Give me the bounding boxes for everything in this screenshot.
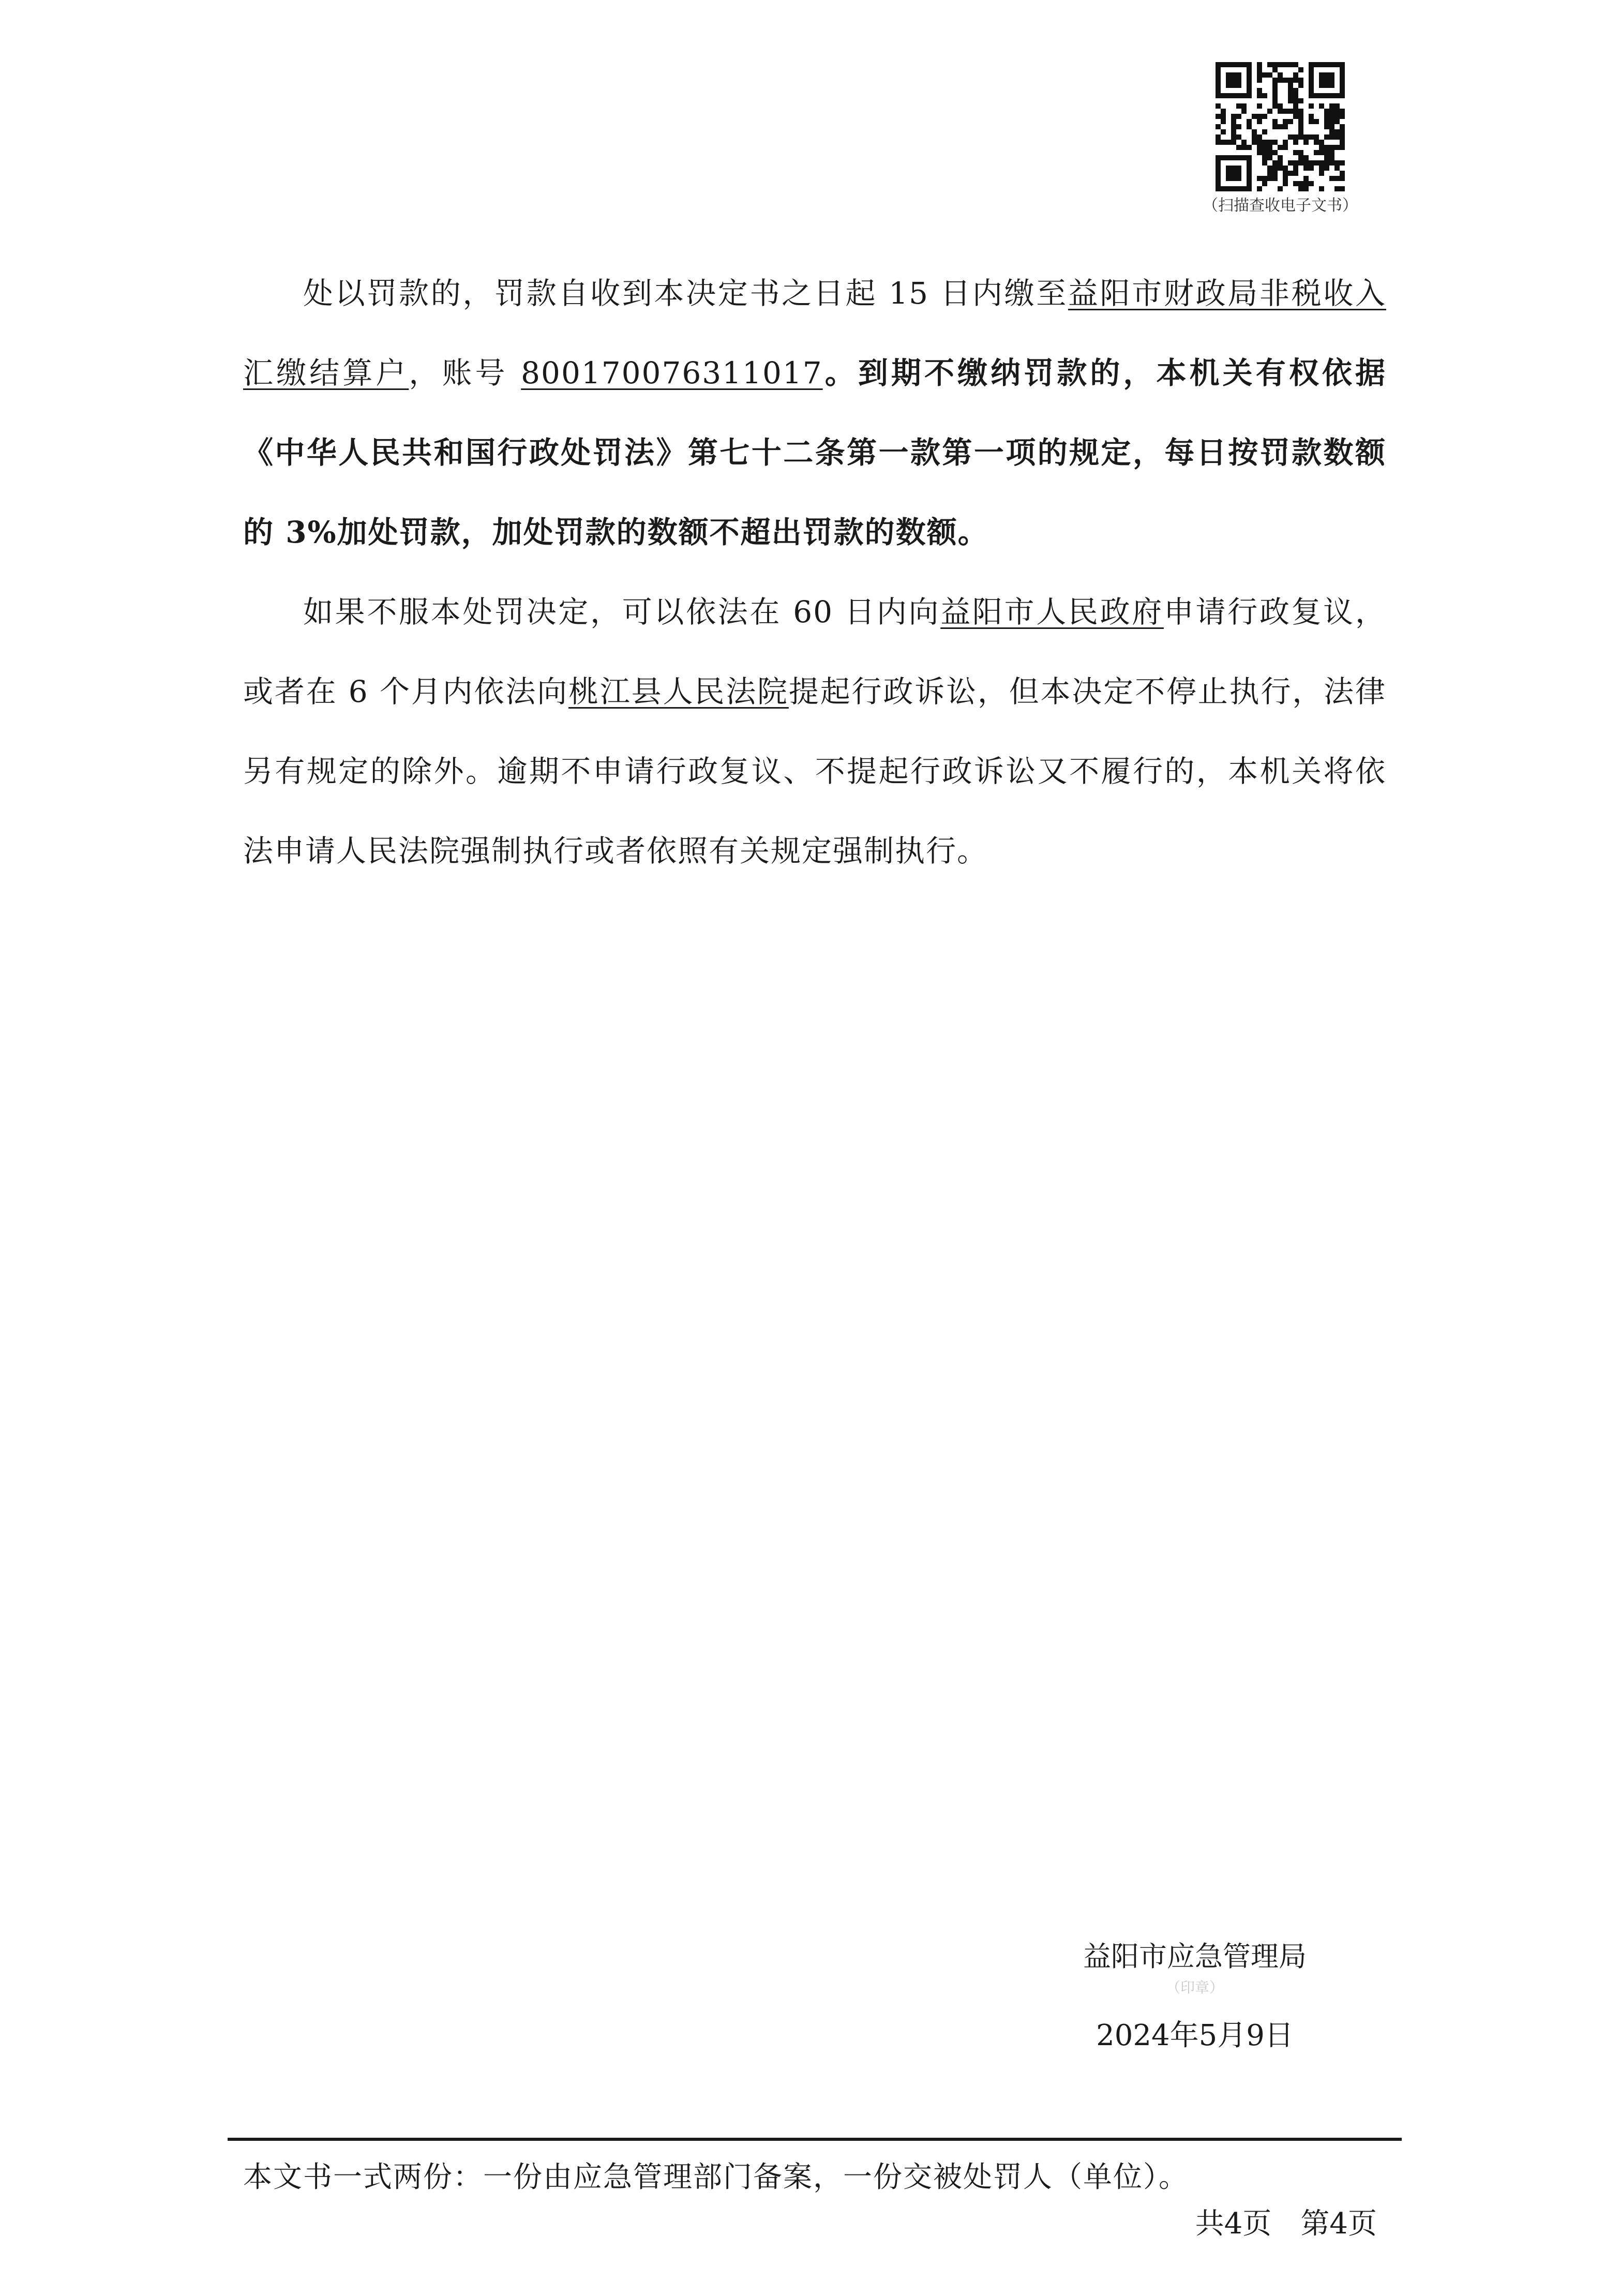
qr-caption: （扫描查收电子文书） <box>1203 197 1358 215</box>
issue-date: 2024年5月9日 <box>1096 2019 1294 2052</box>
bold-text: 加处罚款，加处罚款的数额不超出罚款的数额。 <box>337 515 989 550</box>
text: 提起行政诉讼，但本决定不停止执行，法律另有规定的除外。逾期不申请行政复议、不提起行政诉讼又不履行的，本机关将依法申请人民法院强制执行或者依照有关规定强制执行。 <box>243 674 1386 868</box>
issuer-name: 益阳市应急管理局 <box>1083 1940 1307 1973</box>
text: 如果不服本处罚决定，可以依法在 60 日内向 <box>303 594 941 629</box>
bold-text: 本机关有权依据《中华人民共和国行政处罚法》第七十二条第一款第一项的规定，每日按罚款数额的 <box>243 355 1386 550</box>
page-number: 共4页 第4页 <box>1195 2207 1377 2241</box>
penalty-rate: 3% <box>286 515 337 550</box>
account-name: 益阳市财政局非税收入汇缴结算户 <box>243 276 1386 391</box>
court-name: 桃江县人民法院 <box>568 674 789 709</box>
bold-text: 。到期不缴纳罚款的， <box>822 355 1157 391</box>
qr-code-icon <box>1216 62 1345 191</box>
payment-paragraph <box>243 253 1386 572</box>
account-number: 800170076311017 <box>521 355 823 391</box>
copies-note: 本文书一式两份：一份由应急管理部门备案，一份交被处罚人（单位）。 <box>243 2160 1189 2194</box>
text: 处以罚款的，罚款自收到本决定书之日起 15 日内缴至 <box>303 276 1068 311</box>
seal-note: （印章） <box>1165 1979 1224 1996</box>
qr-code[interactable] <box>1216 62 1345 191</box>
review-authority: 益阳市人民政府 <box>940 594 1164 629</box>
text: ，账号 <box>409 355 521 391</box>
footer-divider <box>228 2138 1402 2141</box>
appeal-paragraph <box>243 572 1386 891</box>
signature-block <box>1066 1934 1324 2054</box>
text: 申请行政复议，或者在 6 个月内依法向 <box>243 594 1386 709</box>
document-body <box>243 253 1386 891</box>
